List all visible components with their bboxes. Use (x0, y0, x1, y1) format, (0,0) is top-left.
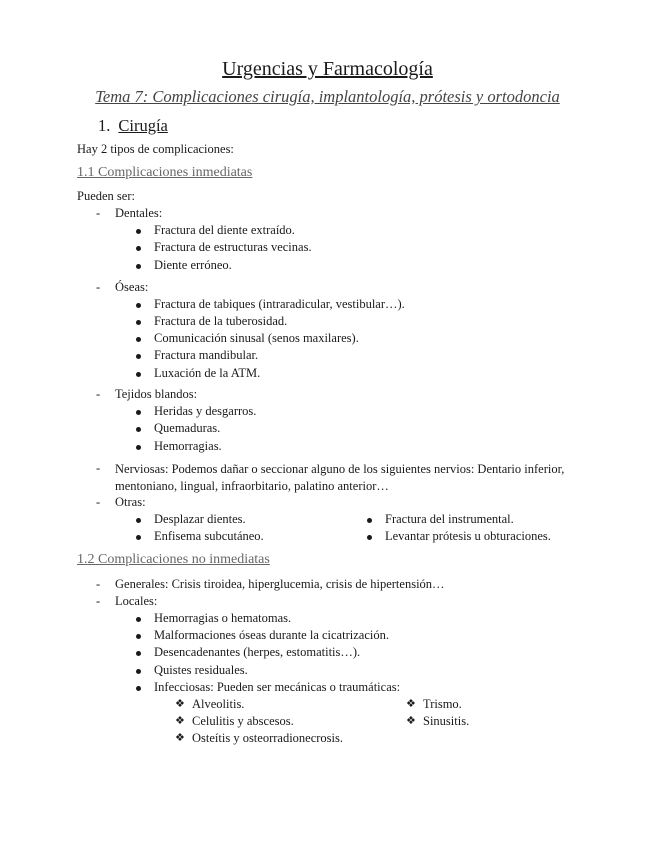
bullet-dot (136, 354, 141, 359)
subsection-heading-no-inmediatas: 1.2 Complicaciones no inmediatas (77, 552, 270, 567)
document-subtitle: Tema 7: Complicaciones cirugía, implantología, prótesis y ortodoncia (95, 87, 560, 106)
section-title: Cirugía (118, 116, 168, 135)
diamond-bullet-icon: ❖ (406, 715, 416, 727)
document-page: Urgencias y Farmacología Tema 7: Complicaciones cirugía, implantología, prótesis y ortodoncia 1. Cirugía Hay 2 tipos de complicaciones: 1.1 Complicaciones inmediatas Pueden ser: - Dentales: Fractura del diente extraído. Fractura de estructuras vecinas. Diente erróneo. - Óseas: Fractura de tabiques (intraradicular, vestibular…). Fractura de la tuberosidad. Comunicación sinusal (senos maxilares). Fractura mandibular. Luxación de la ATM. - Tejidos blandos: Heridas y desgarros. Quemaduras. Hemorragias. - Nerviosas: Podemos dañar o seccionar alguno de los siguientes nervios: Dentario inferior, mentoniano, lingual, infraorbitario, palatino anterior… - Otras: Desplazar dientes. Enfisema subcutáneo. Fractura del instrumental. Levantar prótesis u obturaciones. 1.2 Complicaciones no inmediatas - Generales: Crisis tiroidea, hiperglucemia, crisis de hipertensión… - Locales: Hemorragias o hematomas. Malformaciones óseas durante la cicatrización. Desencadenantes (herpes, estomatitis…). Quistes residuales. Infecciosas: Pueden ser mecánicas o traumáticas: ❖ Alveolitis. ❖ Celulitis y abscesos. ❖ Osteítis y osteorradionecrosis. ❖ Trismo. ❖ Sinusitis. (0, 0, 655, 848)
bullet-dot (136, 535, 141, 540)
bullet-dot (136, 445, 141, 450)
section-intro: Hay 2 tipos de complicaciones: (77, 142, 234, 156)
section-number: 1. (98, 116, 111, 135)
bullet-dot (136, 617, 141, 622)
dash-marker: - (96, 461, 101, 475)
list-item-label: Dentales: (115, 206, 163, 220)
dash-marker: - (96, 206, 101, 220)
dash-marker: - (96, 280, 101, 294)
list-item-label: Óseas: (115, 280, 149, 294)
bullet-dot (136, 337, 141, 342)
bullet-dot (136, 686, 141, 691)
bullet-dot (136, 427, 141, 432)
diamond-bullet-icon: ❖ (406, 698, 416, 710)
diamond-bullet-icon: ❖ (175, 715, 185, 727)
dash-marker: - (96, 594, 101, 608)
bullet-dot (136, 246, 141, 251)
bullet-dot (136, 229, 141, 234)
list-item-label: Locales: (115, 594, 158, 608)
subsection-intro: Pueden ser: (77, 189, 135, 203)
dash-marker: - (96, 387, 101, 401)
bullet-dot (136, 320, 141, 325)
bullet-dot (136, 634, 141, 639)
section-heading-cirugia (98, 116, 168, 136)
document-title: Urgencias y Farmacología (222, 58, 433, 80)
dash-marker: - (96, 495, 101, 509)
bullet-dot (136, 518, 141, 523)
bullet-dot (136, 372, 141, 377)
bullet-dot (136, 410, 141, 415)
list-item-label: Tejidos blandos: (115, 387, 198, 401)
subsection-heading-inmediatas: 1.1 Complicaciones inmediatas (77, 165, 253, 180)
list-item-text: Nerviosas: Podemos dañar o seccionar alguno de los siguientes nervios: Dentario inferior, mentoniano, lingual, infraorbitario, palatino anterior… (115, 462, 565, 493)
bullet-dot (136, 303, 141, 308)
diamond-bullet-icon: ❖ (175, 732, 185, 744)
dash-marker: - (96, 577, 101, 591)
bullet-dot (136, 651, 141, 656)
bullet-dot (136, 264, 141, 269)
bullet-dot (367, 518, 372, 523)
bullet-dot (367, 535, 372, 540)
list-item-label: Otras: (115, 495, 146, 509)
bullet-dot (136, 669, 141, 674)
list-item-text: Generales: Crisis tiroidea, hiperglucemia, crisis de hipertensión… (115, 577, 445, 591)
diamond-bullet-icon: ❖ (175, 698, 185, 710)
